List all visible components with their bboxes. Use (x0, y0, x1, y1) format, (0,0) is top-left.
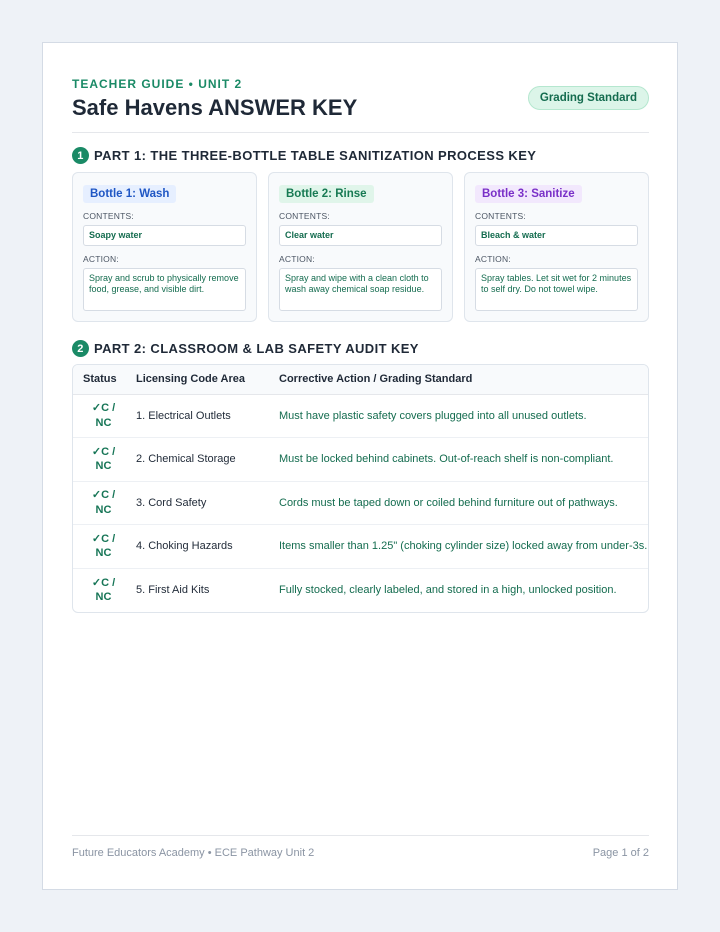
status-cell (73, 568, 124, 612)
bottle-card-sanitize (464, 172, 649, 322)
status-mark: ✓C / NC (91, 532, 116, 560)
area-cell: 1. Electrical Outlets (124, 394, 279, 438)
part1-title: PART 1: THE THREE-BOTTLE TABLE SANITIZATION PROCESS KEY (94, 148, 537, 163)
status-cell (73, 394, 124, 438)
area-cell: 3. Cord Safety (124, 481, 279, 525)
bottle-cards (72, 172, 649, 322)
status-cell (73, 481, 124, 525)
bottle-card-rinse (268, 172, 453, 322)
status-mark: ✓C / NC (91, 445, 116, 473)
table-row (73, 394, 648, 438)
status-mark: ✓C / NC (91, 576, 116, 603)
status-cell (73, 438, 124, 482)
part2-number: 2 (72, 340, 89, 357)
contents-label: CONTENTS: (279, 211, 330, 221)
contents-label: CONTENTS: (83, 211, 134, 221)
bottle-card-wash (72, 172, 257, 322)
action-cell: Items smaller than 1.25" (choking cylinder size) locked away from under-3s. (279, 525, 648, 569)
column-header-action: Corrective Action / Grading Standard (279, 365, 648, 394)
action-cell: Must be locked behind cabinets. Out-of-reach shelf is non-compliant. (279, 438, 648, 482)
table-row (73, 438, 648, 482)
safety-audit-table (72, 364, 649, 613)
part1-number: 1 (72, 147, 89, 164)
bottle-2-contents: Clear water (279, 225, 442, 246)
action-cell: Cords must be taped down or coiled behind furniture out of pathways. (279, 481, 648, 525)
table-row (73, 525, 648, 569)
bottle-3-action: Spray tables. Let sit wet for 2 minutes to self dry. Do not towel wipe. (475, 268, 638, 311)
action-label: ACTION: (83, 254, 119, 264)
bottle-1-label: Bottle 1: Wash (83, 185, 176, 203)
footer-course: Future Educators Academy • ECE Pathway Unit 2 (72, 847, 315, 859)
status-mark: ✓C / NC (91, 489, 116, 516)
column-header-status: Status (73, 365, 124, 394)
table-row (73, 481, 648, 525)
part2-heading (72, 340, 419, 357)
answer-key-page (42, 42, 678, 890)
part2-title: PART 2: CLASSROOM & LAB SAFETY AUDIT KEY (94, 341, 419, 356)
bottle-2-label: Bottle 2: Rinse (279, 185, 374, 203)
page-header (72, 77, 649, 133)
area-cell: 5. First Aid Kits (136, 584, 210, 596)
action-label: ACTION: (279, 254, 315, 264)
status-cell (73, 525, 124, 569)
action-cell: Must have plastic safety covers plugged into all unused outlets. (279, 394, 648, 438)
eyebrow-label: TEACHER GUIDE • UNIT 2 (72, 77, 243, 91)
bottle-3-contents: Bleach & water (475, 225, 638, 246)
table-row (73, 568, 648, 612)
bottle-1-action: Spray and scrub to physically remove food, grease, and visible dirt. (83, 268, 246, 311)
bottle-1-contents: Soapy water (83, 225, 246, 246)
bottle-3-label: Bottle 3: Sanitize (475, 185, 582, 203)
grading-standard-badge: Grading Standard (528, 86, 649, 110)
page-footer (72, 835, 649, 859)
page-number: Page 1 of 2 (592, 847, 649, 859)
status-mark: ✓C / NC (91, 402, 116, 429)
area-cell: 2. Chemical Storage (124, 438, 279, 482)
action-cell: Fully stocked, clearly labeled, and stored in a high, unlocked position. (279, 583, 617, 596)
column-header-area: Licensing Code Area (124, 365, 279, 394)
area-cell: 4. Choking Hazards (124, 525, 279, 569)
action-label: ACTION: (475, 254, 511, 264)
contents-label: CONTENTS: (475, 211, 526, 221)
part1-heading (72, 147, 536, 164)
page-title: Safe Havens ANSWER KEY (72, 95, 358, 120)
bottle-2-action: Spray and wipe with a clean cloth to wash away chemical soap residue. (279, 268, 442, 311)
table-header-row (73, 365, 648, 394)
